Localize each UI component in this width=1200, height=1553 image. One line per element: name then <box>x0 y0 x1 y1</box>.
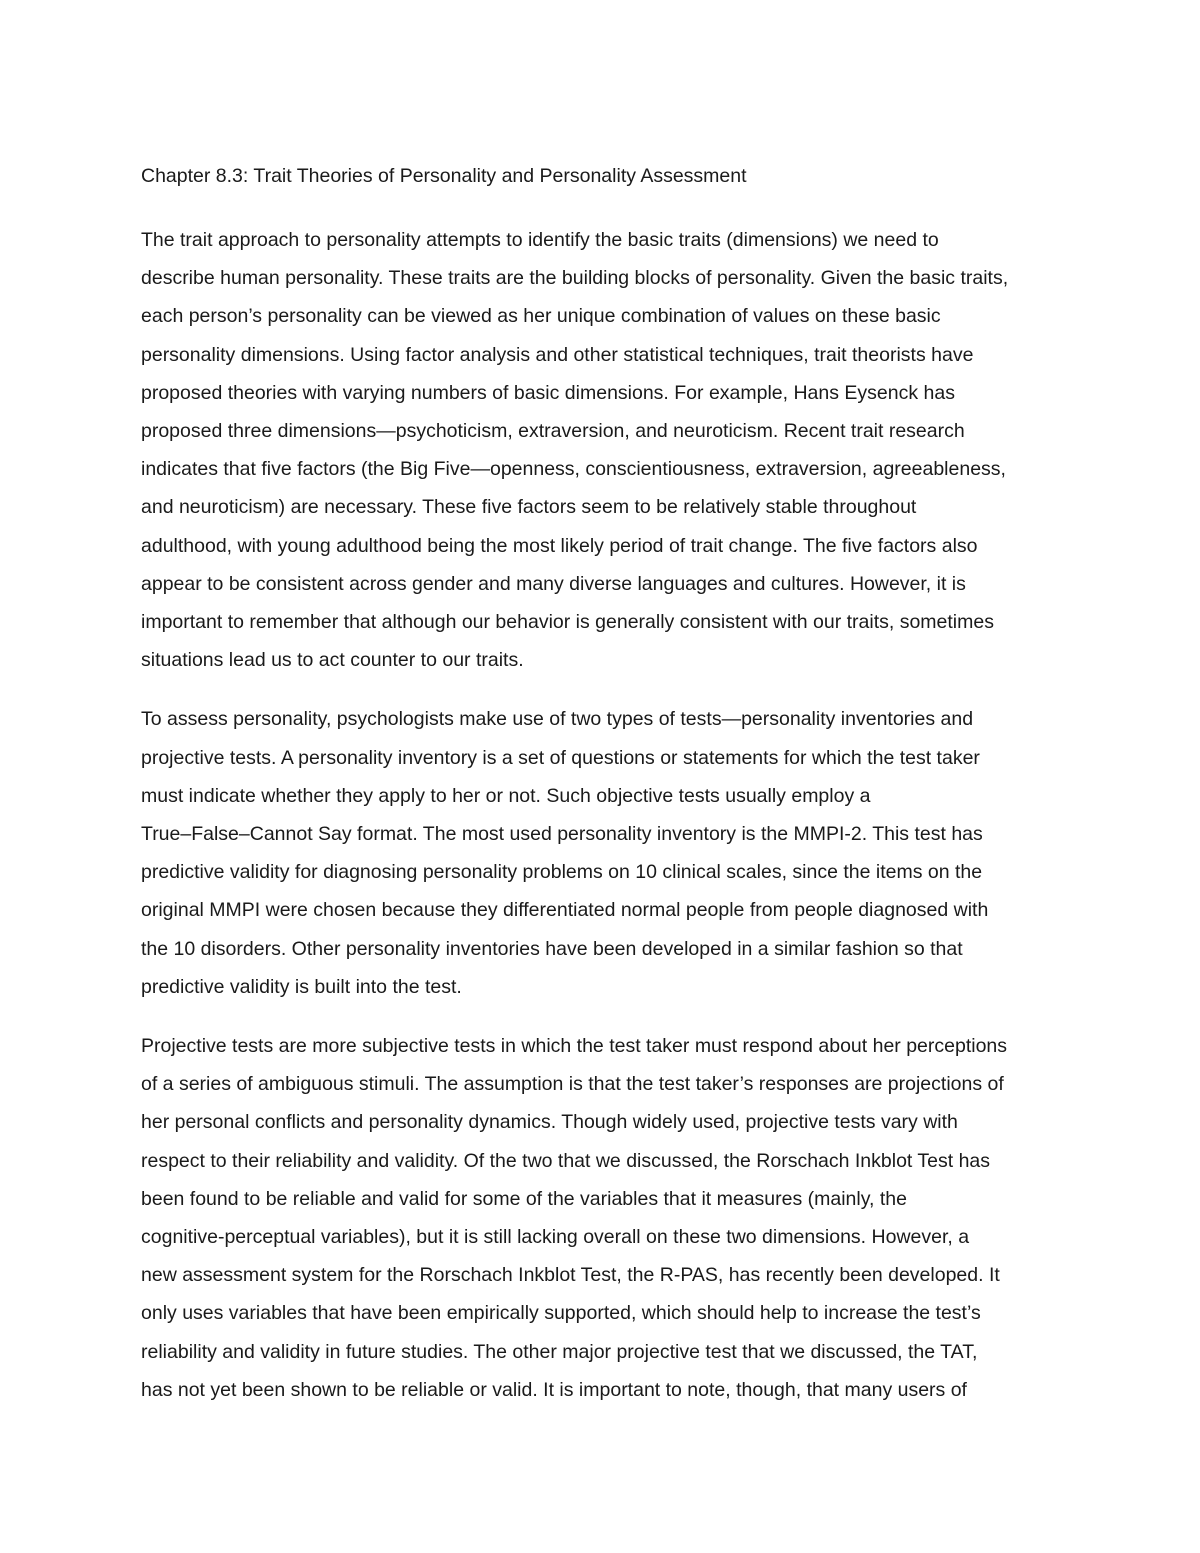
text-line: projective tests. A personality inventory is a set of questions or statements for which the test taker <box>141 746 980 769</box>
text-line: reliability and validity in future studies. The other major projective test that we discussed, the TAT, <box>141 1340 978 1363</box>
text-line: the 10 disorders. Other personality inventories have been developed in a similar fashion so that <box>141 937 963 960</box>
document-title: Chapter 8.3: Trait Theories of Personality and Personality Assessment <box>141 165 747 187</box>
text-line: cognitive-perceptual variables), but it is still lacking overall on these two dimensions. However, a <box>141 1226 970 1249</box>
text-line: and neuroticism) are necessary. These five factors seem to be relatively stable throughout <box>141 496 917 519</box>
text-line: describe human personality. These traits are the building blocks of personality. Given the basic traits, <box>141 267 1009 290</box>
text-line: her personal conflicts and personality dynamics. Though widely used, projective tests vary with <box>141 1111 958 1134</box>
text-line: adulthood, with young adulthood being the most likely period of trait change. The five factors also <box>141 534 978 557</box>
text-line: appear to be consistent across gender and many diverse languages and cultures. However, it is <box>141 572 966 595</box>
text-line: proposed three dimensions—psychoticism, extraversion, and neuroticism. Recent trait research <box>141 420 965 443</box>
document-page <box>141 162 1066 1409</box>
text-line: predictive validity is built into the test. <box>141 975 462 998</box>
text-line: predictive validity for diagnosing personality problems on 10 clinical scales, since the items on the <box>141 861 983 884</box>
text-line: has not yet been shown to be reliable or valid. It is important to note, though, that many users of <box>141 1378 967 1401</box>
text-line: proposed theories with varying numbers of basic dimensions. For example, Hans Eysenck has <box>141 381 955 404</box>
text-line: Projective tests are more subjective tests in which the test taker must respond about her perceptions <box>141 1035 1008 1058</box>
paragraph-personality-assessment <box>141 700 1066 1006</box>
text-line: of a series of ambiguous stimuli. The assumption is that the test taker’s responses are projections of <box>141 1073 1004 1096</box>
text-line: been found to be reliable and valid for some of the variables that it measures (mainly, the <box>141 1187 907 1210</box>
paragraph-trait-approach <box>141 221 1066 679</box>
text-line: To assess personality, psychologists make use of two types of tests—personality inventories and <box>141 708 974 731</box>
text-line: The trait approach to personality attempts to identify the basic traits (dimensions) we need to <box>141 229 939 251</box>
text-line: must indicate whether they apply to her or not. Such objective tests usually employ a <box>141 784 871 807</box>
text-line: new assessment system for the Rorschach Inkblot Test, the R-PAS, has recently been developed. It <box>141 1264 1000 1287</box>
text-line: only uses variables that have been empirically supported, which should help to increase the test’s <box>141 1302 981 1325</box>
text-line: personality dimensions. Using factor analysis and other statistical techniques, trait theorists have <box>141 343 974 366</box>
text-line: respect to their reliability and validity. Of the two that we discussed, the Rorschach Inkblot Test has <box>141 1149 991 1172</box>
text-line: situations lead us to act counter to our traits. <box>141 649 524 672</box>
text-line: original MMPI were chosen because they differentiated normal people from people diagnosed with <box>141 899 989 922</box>
text-line: each person’s personality can be viewed as her unique combination of values on these basic <box>141 305 941 328</box>
paragraph-projective-tests <box>141 1027 1066 1409</box>
text-line: indicates that five factors (the Big Five—openness, conscientiousness, extraversion, agreeableness, <box>141 458 1006 481</box>
text-line: important to remember that although our behavior is generally consistent with our traits, sometimes <box>141 611 994 634</box>
text-line: True–False–Cannot Say format. The most used personality inventory is the MMPI-2. This test has <box>141 823 983 846</box>
